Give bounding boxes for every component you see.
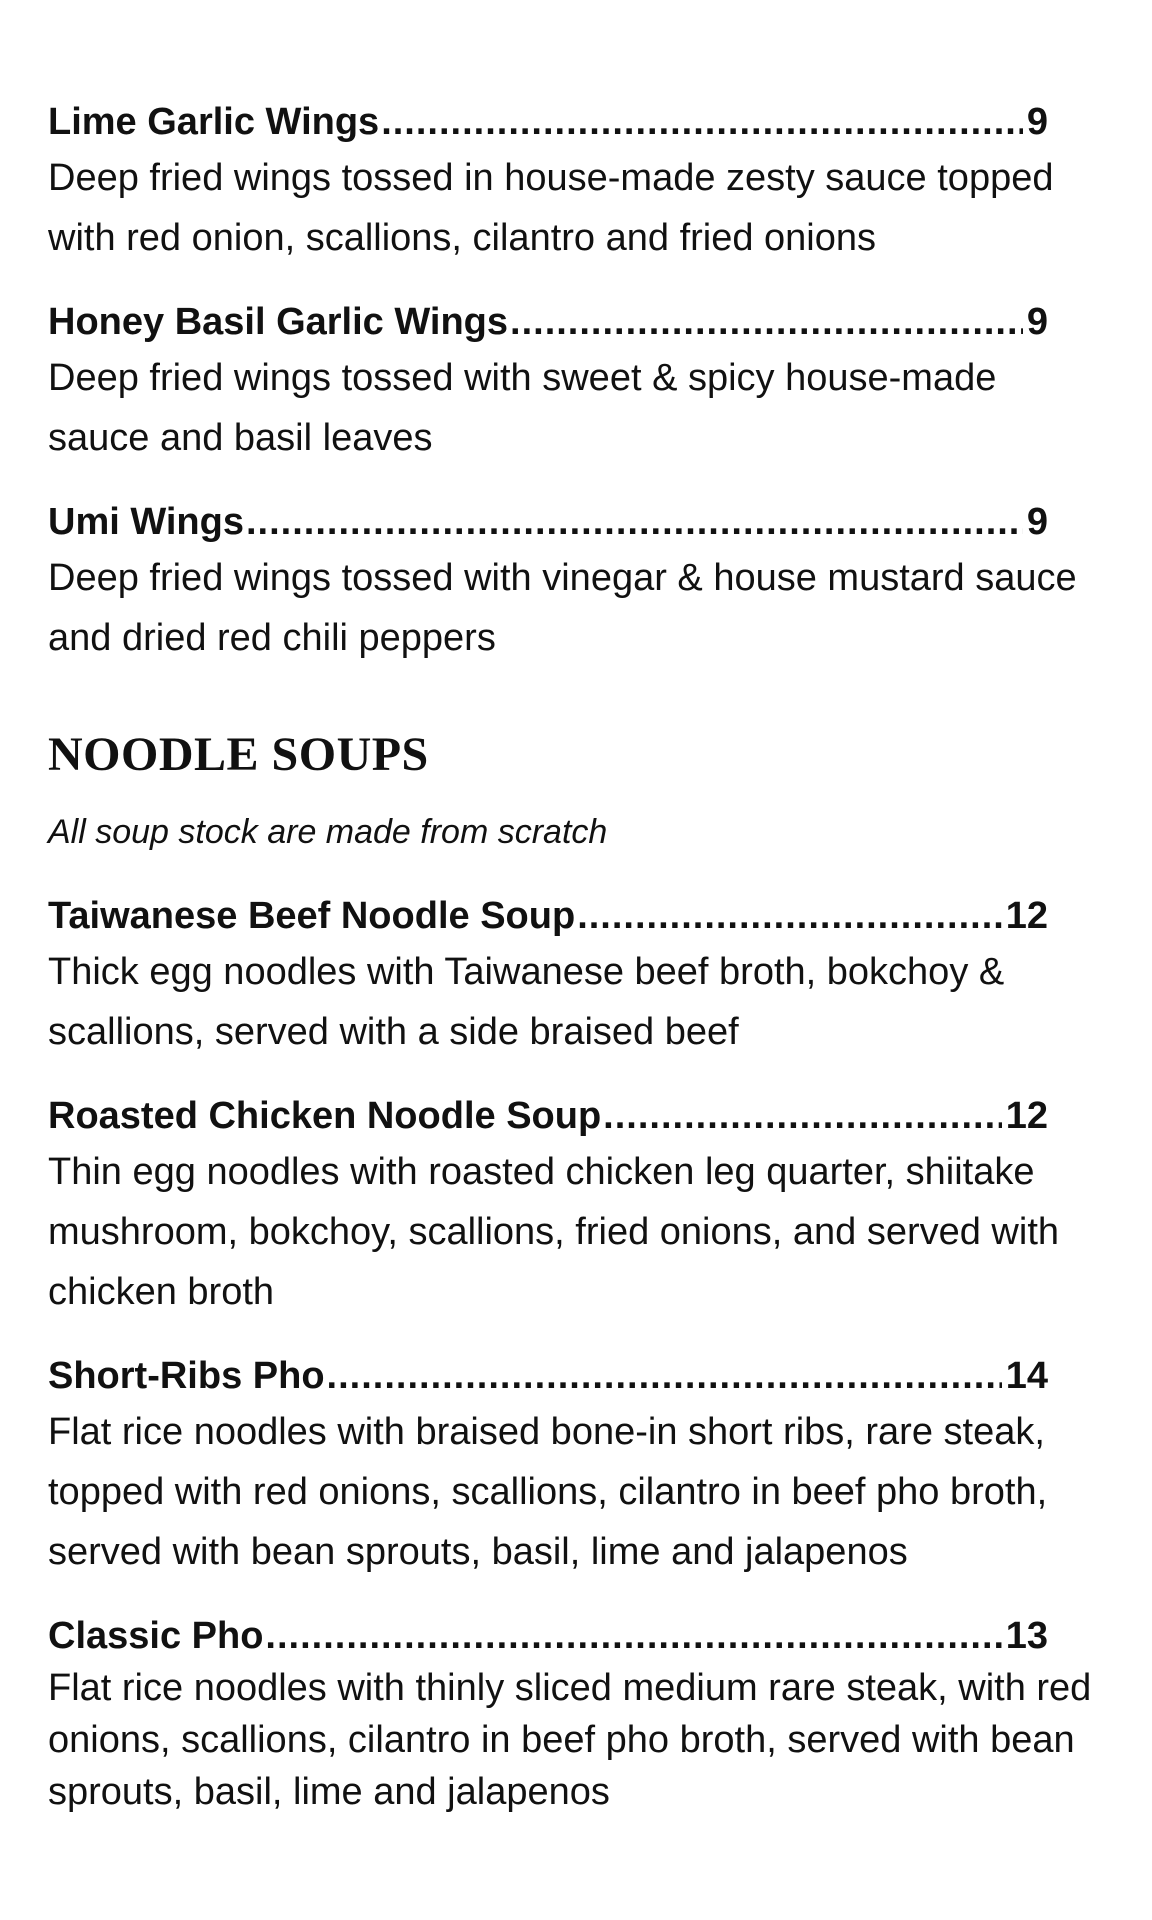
menu-item-name: Lime Garlic Wings xyxy=(48,101,380,143)
menu-item-header xyxy=(48,298,1048,346)
menu-item-name: Roasted Chicken Noodle Soup xyxy=(48,1095,602,1137)
menu-item-header xyxy=(48,892,1048,940)
section-title: NOODLE SOUPS xyxy=(48,728,429,781)
dot-leader xyxy=(603,1092,1002,1140)
menu-item-price: 9 xyxy=(1026,101,1048,143)
menu-item-name: Taiwanese Beef Noodle Soup xyxy=(48,895,576,937)
dot-leader xyxy=(265,1612,1001,1660)
menu-item-name: Umi Wings xyxy=(48,501,244,543)
menu-item-price: 13 xyxy=(1005,1615,1048,1657)
menu-item-header xyxy=(48,98,1048,146)
menu-item-price: 9 xyxy=(1026,501,1048,543)
menu-item-header xyxy=(48,1352,1048,1400)
dot-leader xyxy=(510,298,1023,346)
menu-item-description: Thick egg noodles with Taiwanese beef broth, bokchoy & scallions, served with a side braised beef xyxy=(48,951,1005,1053)
dot-leader xyxy=(577,892,1002,940)
menu-item-description: Flat rice noodles with thinly sliced medium rare steak, with red onions, scallions, cilantro in beef pho broth, served with bean sprouts, basil, lime and jalapenos xyxy=(48,1667,1092,1813)
menu-item-header xyxy=(48,1612,1048,1660)
menu-item-name: Honey Basil Garlic Wings xyxy=(48,301,509,343)
menu-item-price: 12 xyxy=(1005,895,1048,937)
menu-item-name: Short-Ribs Pho xyxy=(48,1355,325,1397)
menu-item-name: Classic Pho xyxy=(48,1615,264,1657)
dot-leader xyxy=(381,98,1023,146)
menu-item-taiwanese-beef-noodle-soup xyxy=(48,892,1108,1062)
menu-item-description: Flat rice noodles with braised bone-in short ribs, rare steak, topped with red onions, scallions, cilantro in beef pho broth, served with bean sprouts, basil, lime and jalapenos xyxy=(48,1411,1048,1573)
menu-item-header xyxy=(48,1092,1048,1140)
menu-item-umi-wings xyxy=(48,498,1108,668)
menu-item-price: 9 xyxy=(1026,301,1048,343)
menu-item-description: Deep fried wings tossed in house-made zesty sauce topped with red onion, scallions, cilantro and fried onions xyxy=(48,157,1054,259)
menu-item-honey-basil-garlic-wings xyxy=(48,298,1108,468)
menu-item-classic-pho xyxy=(48,1612,1108,1818)
menu-item-description: Deep fried wings tossed with sweet & spicy house-made sauce and basil leaves xyxy=(48,357,997,459)
menu-item-lime-garlic-wings xyxy=(48,98,1108,268)
menu-item-description: Deep fried wings tossed with vinegar & house mustard sauce and dried red chili peppers xyxy=(48,557,1077,659)
menu-item-roasted-chicken-noodle-soup xyxy=(48,1092,1108,1322)
menu-item-header xyxy=(48,498,1048,546)
dot-leader xyxy=(327,1352,1002,1400)
menu-item-description: Thin egg noodles with roasted chicken leg quarter, shiitake mushroom, bokchoy, scallions, fried onions, and served with chicken broth xyxy=(48,1151,1060,1313)
section-note: All soup stock are made from scratch xyxy=(48,813,608,851)
menu-item-price: 12 xyxy=(1005,1095,1048,1137)
menu-item-short-ribs-pho xyxy=(48,1352,1108,1582)
menu-item-price: 14 xyxy=(1005,1355,1048,1397)
dot-leader xyxy=(246,498,1023,546)
